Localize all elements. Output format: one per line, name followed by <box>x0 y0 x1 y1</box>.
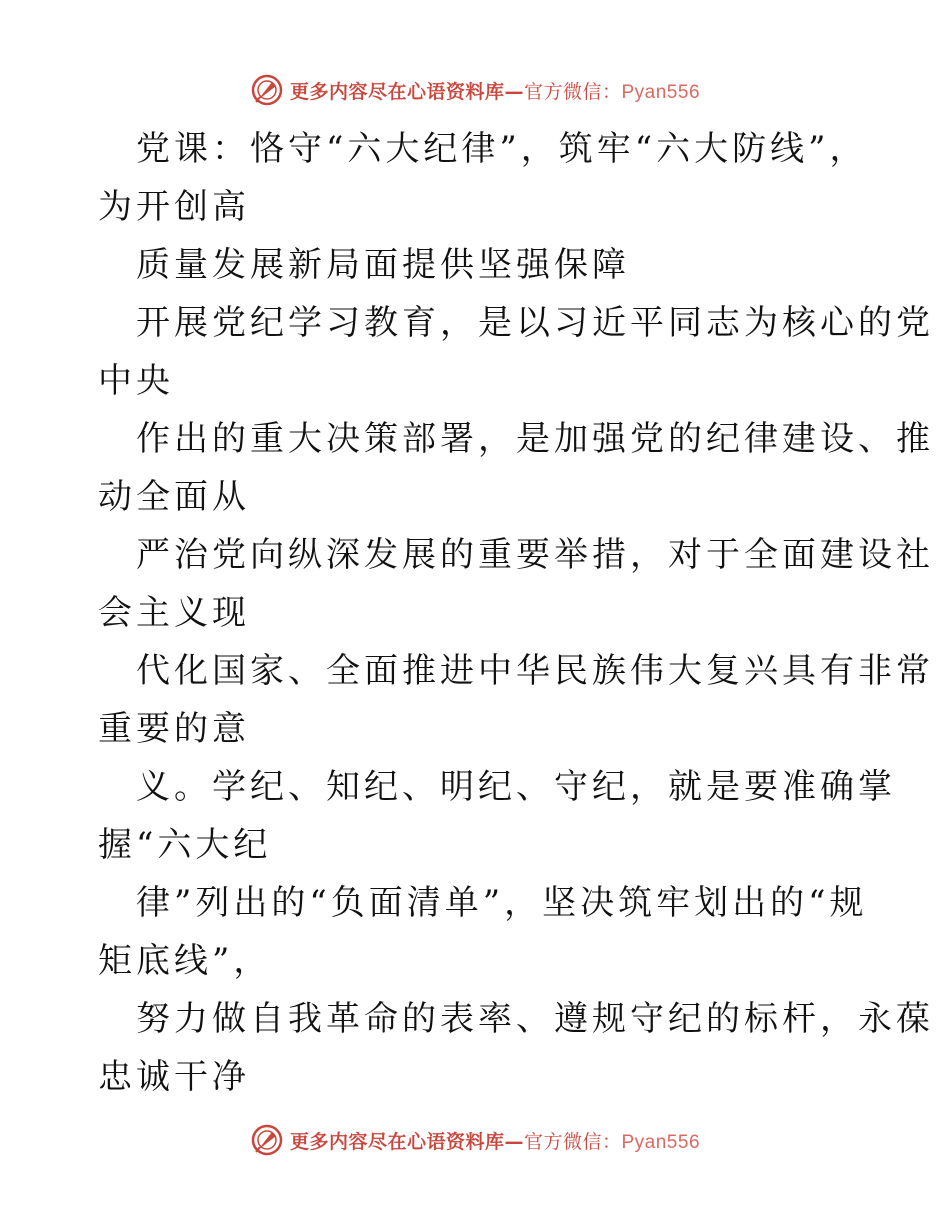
banner-text <box>290 77 700 104</box>
banner-main-text: 更多内容尽在心语资料库 <box>289 80 505 103</box>
text-line: 握“六大纪 <box>98 825 272 865</box>
text-line: 开展党纪学习教育，是以习近平同志为核心的党 <box>136 303 934 343</box>
text-line: 重要的意 <box>98 709 250 749</box>
banner-official-label: 官方微信： <box>523 80 622 103</box>
text-line: 党课：恪守“六大纪律”，筑牢“六大防线”， <box>136 129 868 169</box>
banner-main-text: 更多内容尽在心语资料库 <box>289 1130 505 1153</box>
text-line: 矩底线”， <box>98 941 272 981</box>
text-line: 忠诚干净 <box>98 1057 250 1097</box>
text-line: 律”列出的“负面清单”，坚决筑牢划出的“规 <box>136 883 868 923</box>
document-body <box>98 120 934 1106</box>
footer-banner <box>0 1120 950 1160</box>
text-line: 严治党向纵深发展的重要举措，对于全面建设社 <box>136 535 934 575</box>
text-line: 中央 <box>98 361 174 401</box>
banner-dash: — <box>504 1130 524 1153</box>
text-line: 作出的重大决策部署，是加强党的纪律建设、推 <box>136 419 934 459</box>
pen-nib-logo-icon <box>250 1123 284 1157</box>
banner-dash: — <box>504 80 524 103</box>
banner-wechat-handle: Pyan556 <box>621 81 701 103</box>
banner-text <box>290 1127 700 1154</box>
text-line: 动全面从 <box>98 477 250 517</box>
banner-wechat-handle: Pyan556 <box>621 1131 701 1153</box>
text-line: 为开创高 <box>98 187 250 227</box>
banner-official-label: 官方微信： <box>523 1130 622 1153</box>
pen-nib-logo-icon <box>250 73 284 107</box>
header-banner <box>0 70 950 110</box>
text-line: 义。学纪、知纪、明纪、守纪，就是要准确掌 <box>136 767 896 807</box>
text-line: 质量发展新局面提供坚强保障 <box>136 245 630 285</box>
text-line: 代化国家、全面推进中华民族伟大复兴具有非常 <box>136 651 934 691</box>
text-line: 会主义现 <box>98 593 250 633</box>
text-line: 努力做自我革命的表率、遵规守纪的标杆，永葆 <box>136 999 934 1039</box>
